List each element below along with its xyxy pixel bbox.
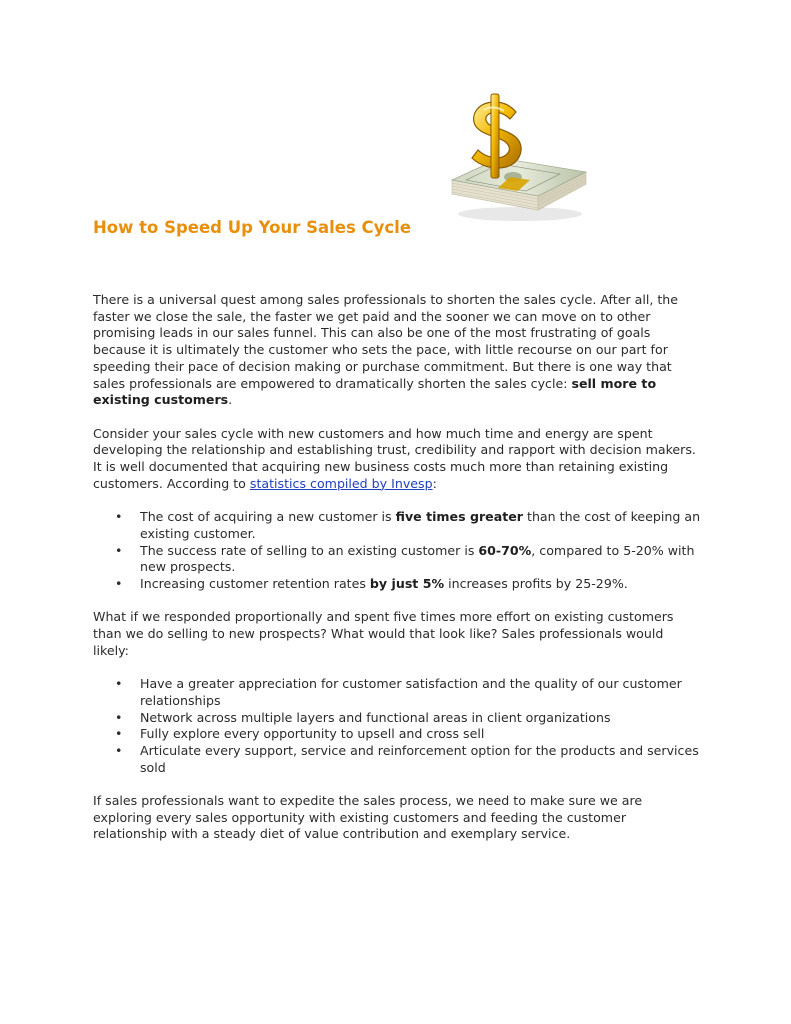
list-item: • Network across multiple layers and functional areas in client organizations — [115, 709, 611, 725]
statistics-list — [93, 509, 703, 593]
paragraph-text: Consider your sales cycle with new customers and how much time and energy are spent developing the relationship and establishing trust, credibility and rapport with decision makers. It is well documented that acquiring new business costs much more than retaining existing customers. According to — [93, 425, 696, 491]
bold-phrase: sell more to existing customers — [93, 375, 657, 408]
intro-paragraph: There is a universal quest among sales professionals to shorten the sales cycle. After all, the faster we close the sale, the faster we get paid and the sooner we can move on to other promising leads in our sales funnel. This can also be one of the most frustrating of goals because it is ultimately the customer who sets the pace, with little recourse on our part for speeding their pace of decision making or purchase commitment. But there is one way that sales professionals are empowered to dramatically shorten the sales cycle: sell more to existing customers. — [93, 292, 679, 408]
sales-cycle-paragraph: Consider your sales cycle with new customers and how much time and energy are spent developing the relationship and establishing trust, credibility and rapport with decision makers. It is well documented that acquiring new business costs much more than retaining existing customers. According to statistics compiled by Invesp: — [93, 425, 696, 491]
question-paragraph: What if we responded proportionally and spent five times more effort on existing customers than we do selling to new prospects? What would that look like? Sales professionals would likely: — [93, 609, 674, 658]
dollar-sign-money-stack-icon — [440, 92, 590, 227]
bullet-icon: • — [115, 742, 123, 758]
paragraph-text: There is a universal quest among sales professionals to shorten the sales cycle. After all, the faster we close the sale, the faster we get paid and the sooner we can move on to other promising leads in our sales funnel. This can also be one of the most frustrating of goals because it is ultimately the customer who sets the pace, with little recourse on our part for speeding their pace of decision making or purchase commitment. But there is one way that sales professionals are empowered to dramatically shorten the sales cycle: — [93, 292, 679, 391]
bullet-icon: • — [115, 726, 123, 742]
page-title: How to Speed Up Your Sales Cycle — [93, 218, 412, 237]
list-item: • Articulate every support, service and reinforcement option for the products and services sold — [115, 742, 699, 775]
bullet-icon: • — [115, 676, 123, 692]
conclusion-paragraph: If sales professionals want to expedite the sales process, we need to make sure we are exploring every sales opportunity with existing customers and feeding the customer relationship with a steady diet of value contribution and exemplary service. — [93, 793, 643, 842]
bullet-icon: • — [115, 509, 123, 525]
bullet-icon: • — [115, 709, 123, 725]
list-item: • Increasing customer retention rates by just 5% increases profits by 25-29%. — [115, 575, 628, 591]
article-body — [93, 292, 703, 860]
list-item: • The cost of acquiring a new customer is five times greater than the cost of keeping an existing customer. — [115, 509, 701, 541]
benefits-list — [93, 676, 703, 776]
bullet-icon: • — [115, 542, 123, 558]
list-item: • Have a greater appreciation for customer satisfaction and the quality of our customer relationships — [115, 676, 682, 708]
bullet-icon: • — [115, 575, 123, 591]
invesp-statistics-link[interactable]: statistics compiled by Invesp — [249, 475, 433, 491]
list-item: • The success rate of selling to an existing customer is 60-70%, compared to 5-20% with new prospects. — [115, 542, 695, 575]
list-item: • Fully explore every opportunity to upsell and cross sell — [115, 726, 485, 742]
